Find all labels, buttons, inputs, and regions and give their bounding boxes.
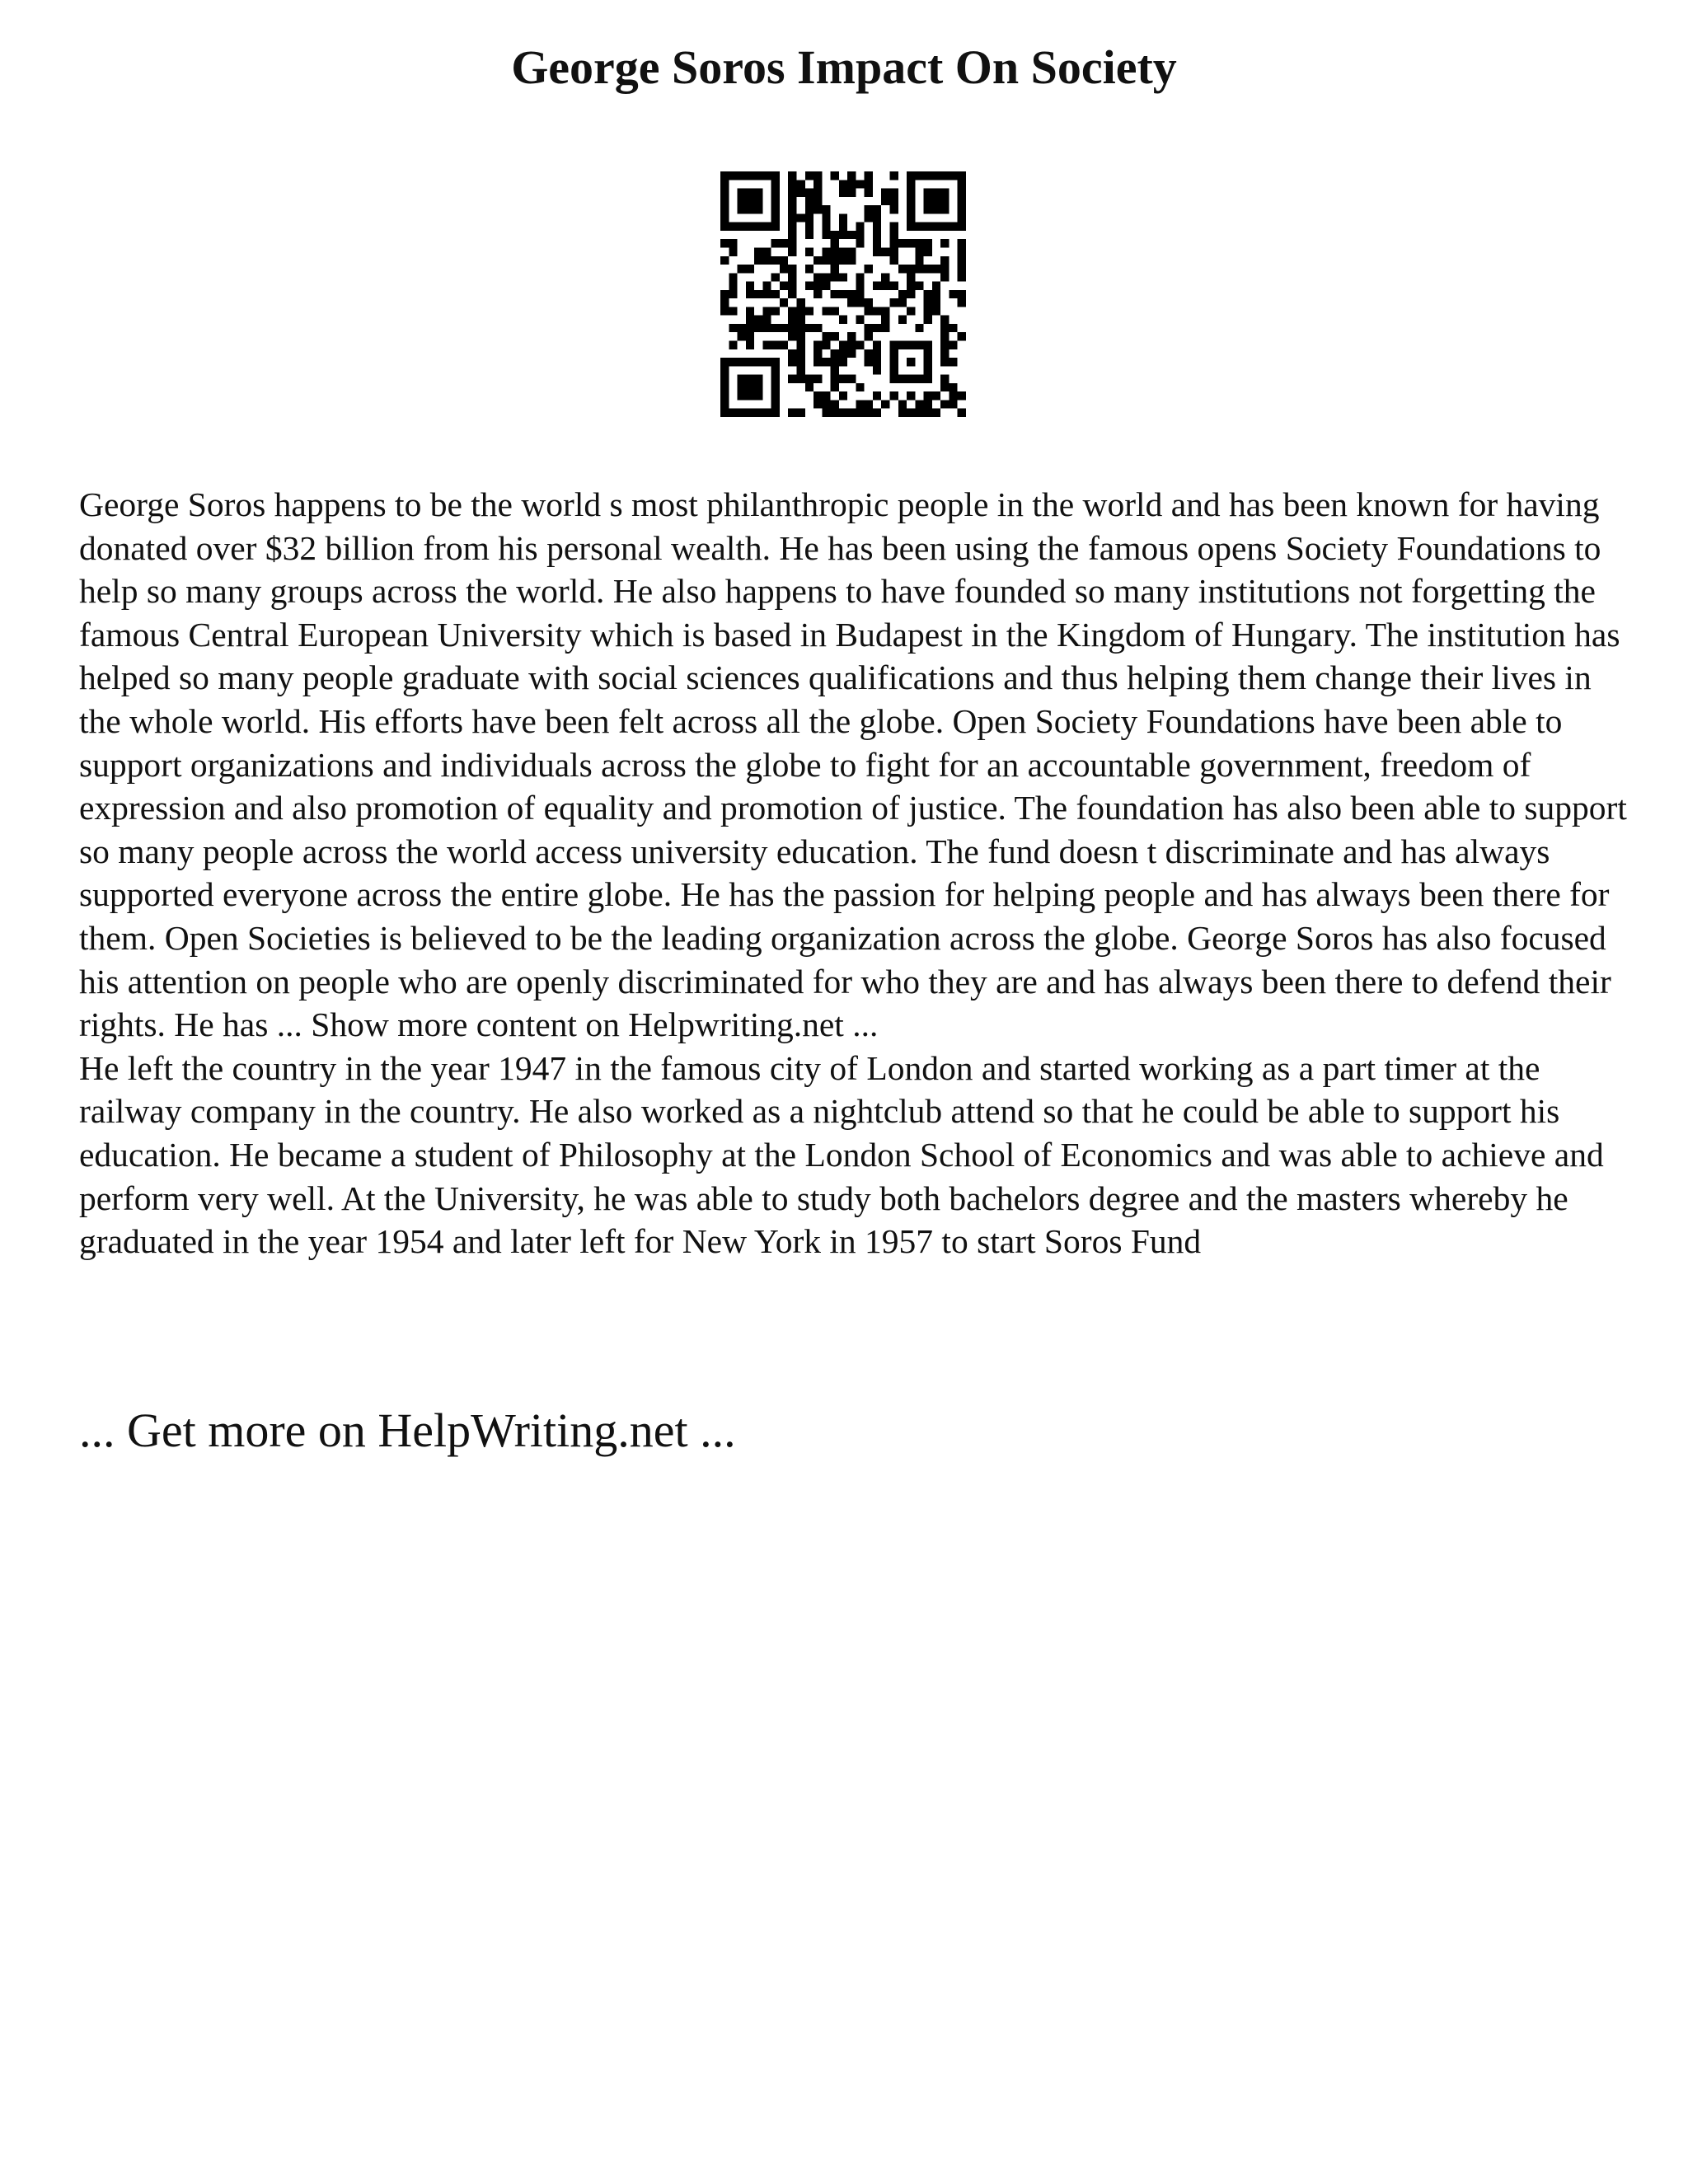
page-title: George Soros Impact On Society: [511, 40, 1177, 94]
get-more-link[interactable]: ... Get more on HelpWriting.net ...: [79, 1404, 736, 1457]
paragraph-1: George Soros happens to be the world s most philanthropic people in the world and has been known for having donated over $32 billion from his personal wealth. He has been using the famous opens Society Foundations to help so many groups across the world. He also happens to have founded so many institutions not forgetting the famous Central European University which is based in Budapest in the Kingdom of Hungary. The institution has helped so many people graduate with social sciences qualifications and thus helping them change their lives in the whole world. His efforts have been felt across all the globe. Open Society Foundations have been able to support organizations and individuals across the globe to fight for an accountable government, freedom of expression and also promotion of equality and promotion of justice. The foundation has also been able to support so many people across the world access university education. The fund doesn t discriminate and has always supported everyone across the entire globe. He has the passion for helping people and has always been there for them. Open Societies is believed to be the leading organization across the globe. George Soros has also focused his attention on people who are openly discriminated for who they are and has always been there to defend their rights. He has ... Show more content on Helpwriting.net ...: [79, 485, 1627, 1044]
paragraph-2: He left the country in the year 1947 in the famous city of London and started working as a part timer at the railway company in the country. He also worked as a nightclub attend so that he could be able to support his education. He became a student of Philosophy at the London School of Economics and was able to achieve and perform very well. At the University, he was able to study both bachelors degree and the masters whereby he graduated in the year 1954 and later left for New York in 1957 to start Soros Fund: [79, 1048, 1604, 1261]
qr-code-icon: [720, 171, 966, 417]
article-body: [79, 483, 1629, 1263]
